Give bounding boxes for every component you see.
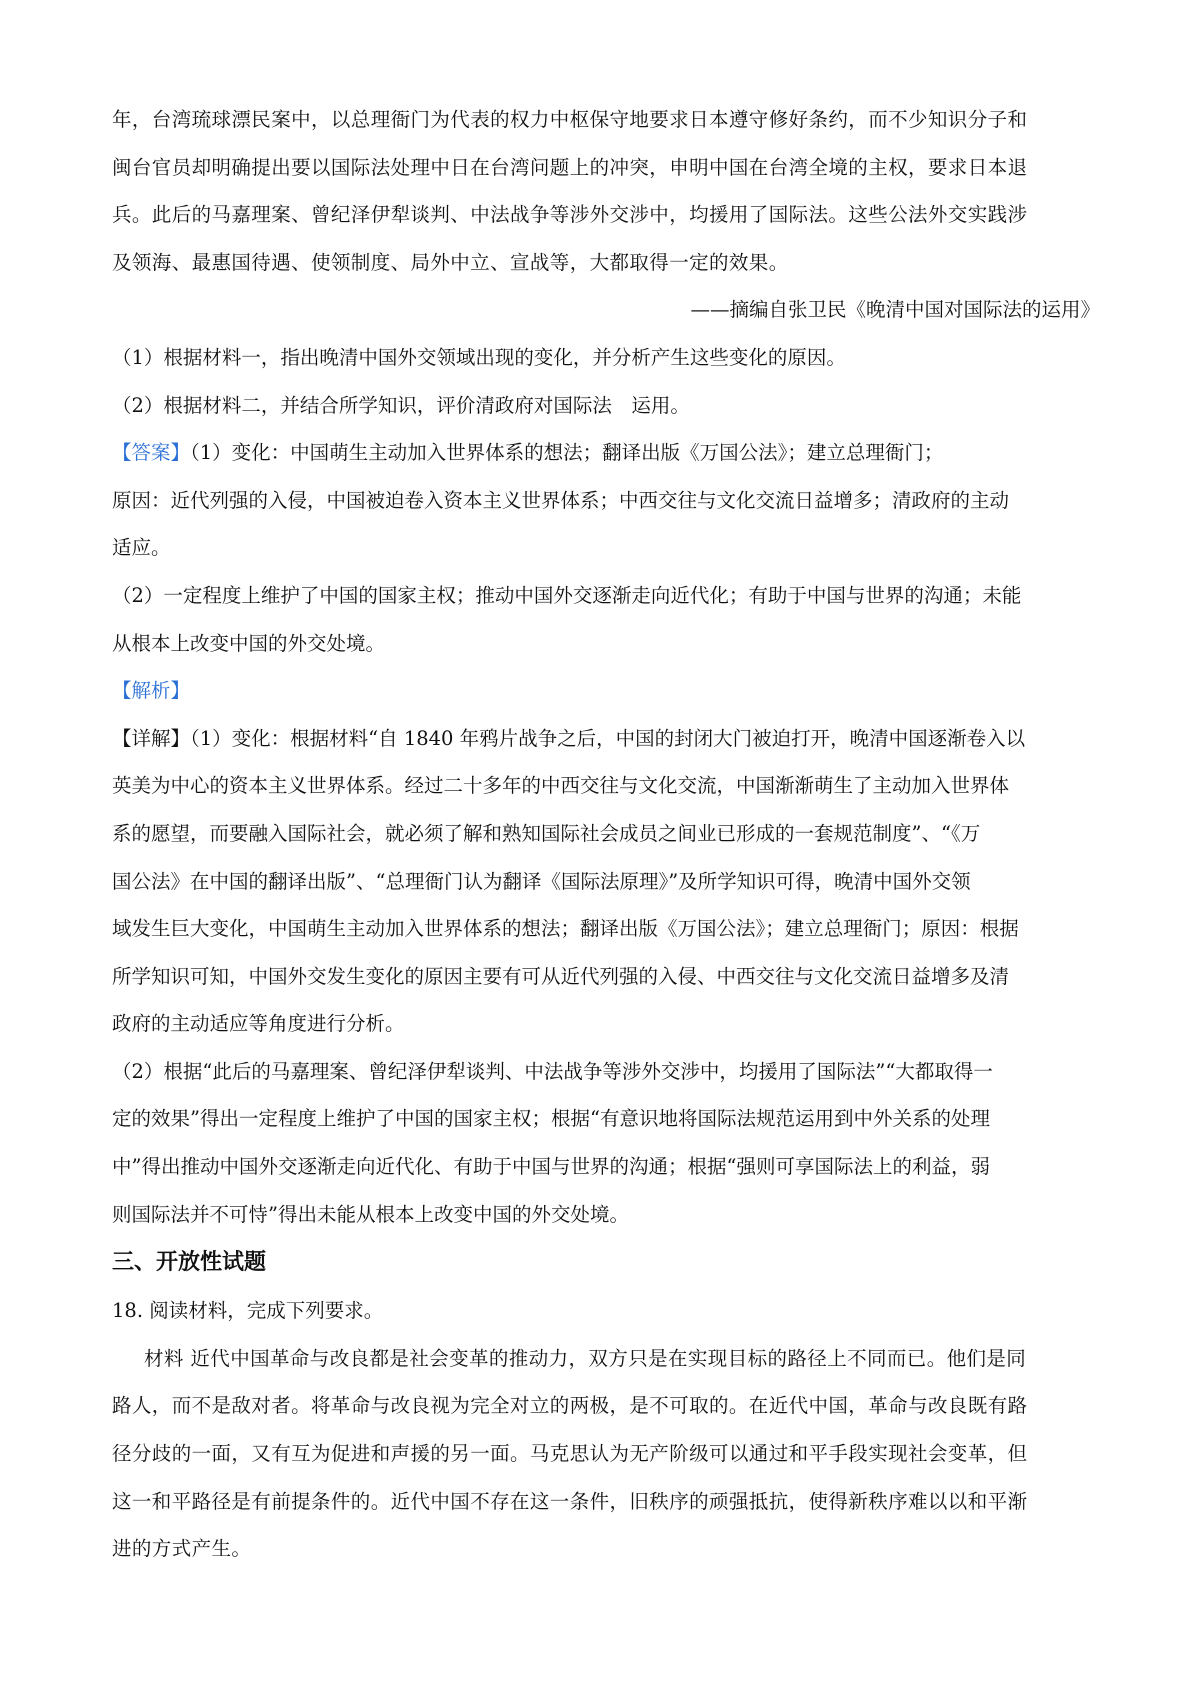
analysis-line: 中”得出推动中国外交逐渐走向近代化、有助于中国与世界的沟通；根据“强则可享国际法上的利益，弱: [112, 1155, 990, 1179]
analysis-line: 定的效果”得出一定程度上维护了中国的国家主权；根据“有意识地将国际法规范运用到中外关系的处理: [112, 1107, 990, 1131]
analysis-line: 系的愿望，而要融入国际社会，就必须了解和熟知国际社会成员之间业已形成的一套规范制度”、“《万: [112, 821, 981, 845]
material-line: 径分歧的一面，又有互为促进和声援的另一面。马克思认为无产阶级可以通过和平手段实现社会变革，但: [112, 1442, 1028, 1466]
analysis-line: [112, 715, 1100, 763]
analysis-line: 所学知识可知，中国外交发生变化的原因主要有可从近代列强的入侵、中西交往与文化交流日益增多及清: [112, 964, 1010, 988]
material-source: ——摘编自张卫民《晚清中国对国际法的运用》: [690, 298, 1100, 322]
question-2: （2）根据材料二，并结合所学知识，评价清政府对国际法 运用。: [112, 393, 690, 417]
material-line: 兵。此后的马嘉理案、曾纪泽伊犁谈判、中法战争等涉外交涉中，均援用了国际法。这些公法外交实践涉: [112, 203, 1028, 227]
analysis-line: 则国际法并不可恃”得出未能从根本上改变中国的外交处境。: [112, 1202, 629, 1226]
detail-label: 【详解】: [112, 726, 191, 750]
material-two-excerpt: [112, 96, 1100, 334]
analysis-label: 【解析】: [112, 679, 191, 703]
answer-part2-line: （2）一定程度上维护了中国的国家主权；推动中国外交逐渐走向近代化；有助于中国与世界的沟通；未能: [112, 583, 1022, 607]
answer-part1-change: （1）变化：中国萌生主动加入世界体系的想法；翻译出版《万国公法》；建立总理衙门；: [190, 441, 944, 465]
section-three: [112, 1238, 1100, 1573]
material-line: 及领海、最惠国待遇、使领制度、局外中立、宣战等，大都取得一定的效果。: [112, 250, 789, 274]
section-heading: 三、开放性试题: [112, 1250, 267, 1276]
question-list: [112, 334, 1100, 429]
question-1: （1）根据材料一，指出晚清中国外交领域出现的变化，并分析产生这些变化的原因。: [112, 345, 846, 369]
analysis-line: （2）根据“此后的马嘉理案、曾纪泽伊犁谈判、中法战争等涉外交涉中，均援用了国际法”“大都取得一: [112, 1059, 993, 1083]
material-line: 路人，而不是敌对者。将革命与改良视为完全对立的两极，是不可取的。在近代中国，革命与改良既有路: [112, 1394, 1028, 1418]
analysis-line: 国公法》在中国的翻译出版”、“总理衙门认为翻译《国际法原理》”及所学知识可得，晚清中国外交领: [112, 869, 971, 893]
material-line: 进的方式产生。: [112, 1537, 252, 1561]
material-line: 材料 近代中国革命与改良都是社会变革的推动力，双方只是在实现目标的路径上不同而已。他们是同: [144, 1346, 1027, 1370]
answer-section: [112, 429, 1100, 667]
analysis-line: 政府的主动适应等角度进行分析。: [112, 1012, 405, 1036]
answer-change-line: [112, 429, 1100, 477]
analysis-line: 英美为中心的资本主义世界体系。经过二十多年的中西交往与文化交流，中国渐渐萌生了主动加入世界体: [112, 774, 1010, 798]
answer-reason-line: 适应。: [112, 536, 171, 560]
answer-part2-line: 从根本上改变中国的外交处境。: [112, 631, 386, 655]
answer-reason-line: 原因：近代列强的入侵，中国被迫卷入资本主义世界体系；中西交往与文化交流日益增多；清政府的主动: [112, 488, 1010, 512]
analysis-section: [112, 667, 1100, 1238]
material-line: 闽台官员却明确提出要以国际法处理中日在台湾问题上的冲突，申明中国在台湾全境的主权，要求日本退: [112, 155, 1028, 179]
answer-label: 【答案】: [112, 441, 191, 465]
analysis-text: （1）变化：根据材料“自 1840 年鸦片战争之后，中国的封闭大门被迫打开，晚清中国逐渐卷入以: [190, 726, 1026, 750]
material-line: 年，台湾琉球漂民案中，以总理衙门为代表的权力中枢保守地要求日本遵守修好条约，而不少知识分子和: [112, 108, 1028, 131]
material-line: 这一和平路径是有前提条件的。近代中国不存在这一条件，旧秩序的顽强抵抗，使得新秩序难以以和平渐: [112, 1489, 1028, 1513]
question-18-prompt: 18. 阅读材料，完成下列要求。: [112, 1299, 384, 1323]
analysis-line: 域发生巨大变化，中国萌生主动加入世界体系的想法；翻译出版《万国公法》；建立总理衙门；原因：根据: [112, 917, 1019, 941]
